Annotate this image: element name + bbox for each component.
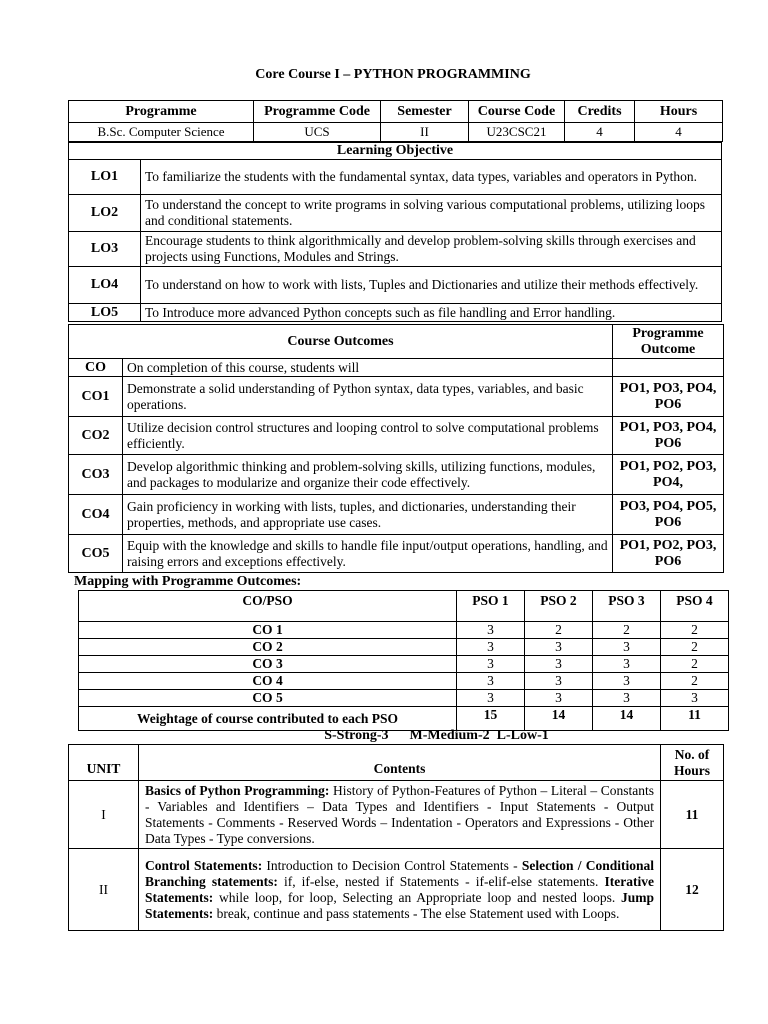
co-po: PO3, PO4, PO5, PO6 [613,495,724,535]
mapping-co: CO 5 [79,690,457,707]
mapping-cell: 2 [661,639,729,656]
mapping-cell: 3 [593,656,661,673]
mapping-heading: Mapping with Programme Outcomes: [74,574,302,589]
mapping-cell: 2 [661,673,729,690]
unit-hours: 11 [661,781,724,849]
unit-number: II [69,849,139,931]
weightage-value: 14 [525,707,593,731]
lo-text: Encourage students to think algorithmically and develop problem-solving skills through exercises and projects using Functions, Modules and Strings. [141,232,722,267]
mapping-rows [79,622,729,707]
mapping-cell: 3 [457,639,525,656]
unit-topic-text: Introduction to Decision Control Statements - [262,857,522,873]
unit-hours: 12 [661,849,724,931]
co-text: Utilize decision control structures and looping control to solve computational problems efficiently. [123,417,613,455]
lo-text: To understand the concept to write programs in solving various computational problems, utilizing loops and conditional statements. [141,195,722,232]
co-po: PO1, PO3, PO4, PO6 [613,377,724,417]
lo-key: LO5 [69,304,141,322]
programme-table [68,100,723,142]
table-row [79,656,729,673]
mapping-header: PSO 3 [593,591,661,622]
co-intro: On completion of this course, students will [123,359,613,377]
weightage-value: 15 [457,707,525,731]
mapping-cell: 3 [593,673,661,690]
mapping-header: PSO 2 [525,591,593,622]
co-text: Gain proficiency in working with lists, tuples, and dictionaries, understanding their properties, methods, and appropriate use cases. [123,495,613,535]
mapping-cell: 3 [525,639,593,656]
programme-value: B.Sc. Computer Science [69,123,254,142]
header-semester: Semester [381,101,469,123]
mapping-co: CO 1 [79,622,457,639]
lo-key: LO4 [69,267,141,304]
co-key: CO3 [69,455,123,495]
mapping-cell: 2 [661,656,729,673]
unit-topic-bold: Selection / Conditional Branching statements: [145,857,654,889]
lo-text: To familiarize the students with the fundamental syntax, data types, variables and operators in Python. [141,160,722,195]
unit-topic-bold: Iterative Statements: [145,873,654,905]
hours-value: 4 [635,123,723,142]
unit-topic-text: if, if-else, nested if Statements - if-elif-else statements. [277,873,605,889]
weightage-label: Weightage of course contributed to each PSO [79,707,457,731]
programme-outcome-heading: Programme Outcome [613,325,724,359]
mapping-co: CO 2 [79,639,457,656]
header-programme-code: Programme Code [254,101,381,123]
course-outcomes-table [68,324,724,573]
lo-key: LO3 [69,232,141,267]
co-key: CO1 [69,377,123,417]
credits-value: 4 [565,123,635,142]
mapping-header: CO/PSO [79,591,457,622]
unit-topic-text: History of Python-Features of Python – Literal – Constants - Variables and Identifiers – Data Types and Identifiers - Input Statements - Output Statements - Comments - Reserved Words – Indentation - Operators and Expressions - Other Data Types - Type conversions. [145,782,654,846]
table-row [79,673,729,690]
table-row [79,622,729,639]
mapping-cell: 3 [457,622,525,639]
weightage-value: 14 [593,707,661,731]
header-course-code: Course Code [469,101,565,123]
mapping-cell: 3 [661,690,729,707]
unit-topic-bold: Jump Statements: [145,889,654,921]
lo-text: To Introduce more advanced Python concepts such as file handling and Error handling. [141,304,722,322]
co-po: PO1, PO3, PO4, PO6 [613,417,724,455]
co-key: CO5 [69,535,123,573]
mapping-cell: 2 [593,622,661,639]
unit-topic-bold: Basics of Python Programming: [145,782,330,798]
unit-contents [139,849,661,931]
mapping-cell: 3 [457,656,525,673]
mapping-cell: 3 [525,673,593,690]
units-table [68,744,724,931]
unit-contents [139,781,661,849]
programme-code-value: UCS [254,123,381,142]
co-key: CO4 [69,495,123,535]
weightage-value: 11 [661,707,729,731]
units-header-unit: UNIT [69,745,139,781]
learning-objective-table [68,142,722,322]
mapping-cell: 3 [593,690,661,707]
co-text: Demonstrate a solid understanding of Python syntax, data types, variables, and basic operations. [123,377,613,417]
course-outcomes-heading: Course Outcomes [69,325,613,359]
mapping-cell: 3 [457,673,525,690]
co-po: PO1, PO2, PO3, PO6 [613,535,724,573]
mapping-cell: 3 [457,690,525,707]
mapping-cell: 3 [525,656,593,673]
co-label: CO [69,359,123,377]
mapping-header: PSO 1 [457,591,525,622]
semester-value: II [381,123,469,142]
header-credits: Credits [565,101,635,123]
learning-objective-heading: Learning Objective [69,143,722,160]
co-key: CO2 [69,417,123,455]
lo-key: LO1 [69,160,141,195]
mapping-co: CO 3 [79,656,457,673]
units-header-hours: No. of Hours [661,745,724,781]
unit-topic-text: while loop, for loop, Selecting an Appropriate loop and nested loops. [213,889,621,905]
strength-legend: S-Strong-3 M-Medium-2 L-Low-1 [324,728,549,743]
unit-topic-text: break, continue and pass statements - The else Statement used with Loops. [213,905,620,921]
table-row [79,690,729,707]
mapping-cell: 2 [525,622,593,639]
unit-topic-bold: Control Statements: [145,857,263,873]
mapping-table [78,590,729,731]
mapping-cell: 2 [661,622,729,639]
mapping-co: CO 4 [79,673,457,690]
header-programme: Programme [69,101,254,123]
mapping-cell: 3 [525,690,593,707]
lo-text: To understand on how to work with lists, Tuples and Dictionaries and utilize their methods effectively. [141,267,722,304]
mapping-cell: 3 [593,639,661,656]
page-title: Core Course I – PYTHON PROGRAMMING [255,67,531,82]
co-po: PO1, PO2, PO3, PO4, [613,455,724,495]
co-text: Equip with the knowledge and skills to handle file input/output operations, handling, and raising errors and exceptions effectively. [123,535,613,573]
co-text: Develop algorithmic thinking and problem-solving skills, utilizing functions, modules, and packages to modularize and organize their code effectively. [123,455,613,495]
mapping-header: PSO 4 [661,591,729,622]
header-hours: Hours [635,101,723,123]
unit-number: I [69,781,139,849]
units-header-contents: Contents [139,745,661,781]
table-row [79,639,729,656]
lo-key: LO2 [69,195,141,232]
course-code-value: U23CSC21 [469,123,565,142]
